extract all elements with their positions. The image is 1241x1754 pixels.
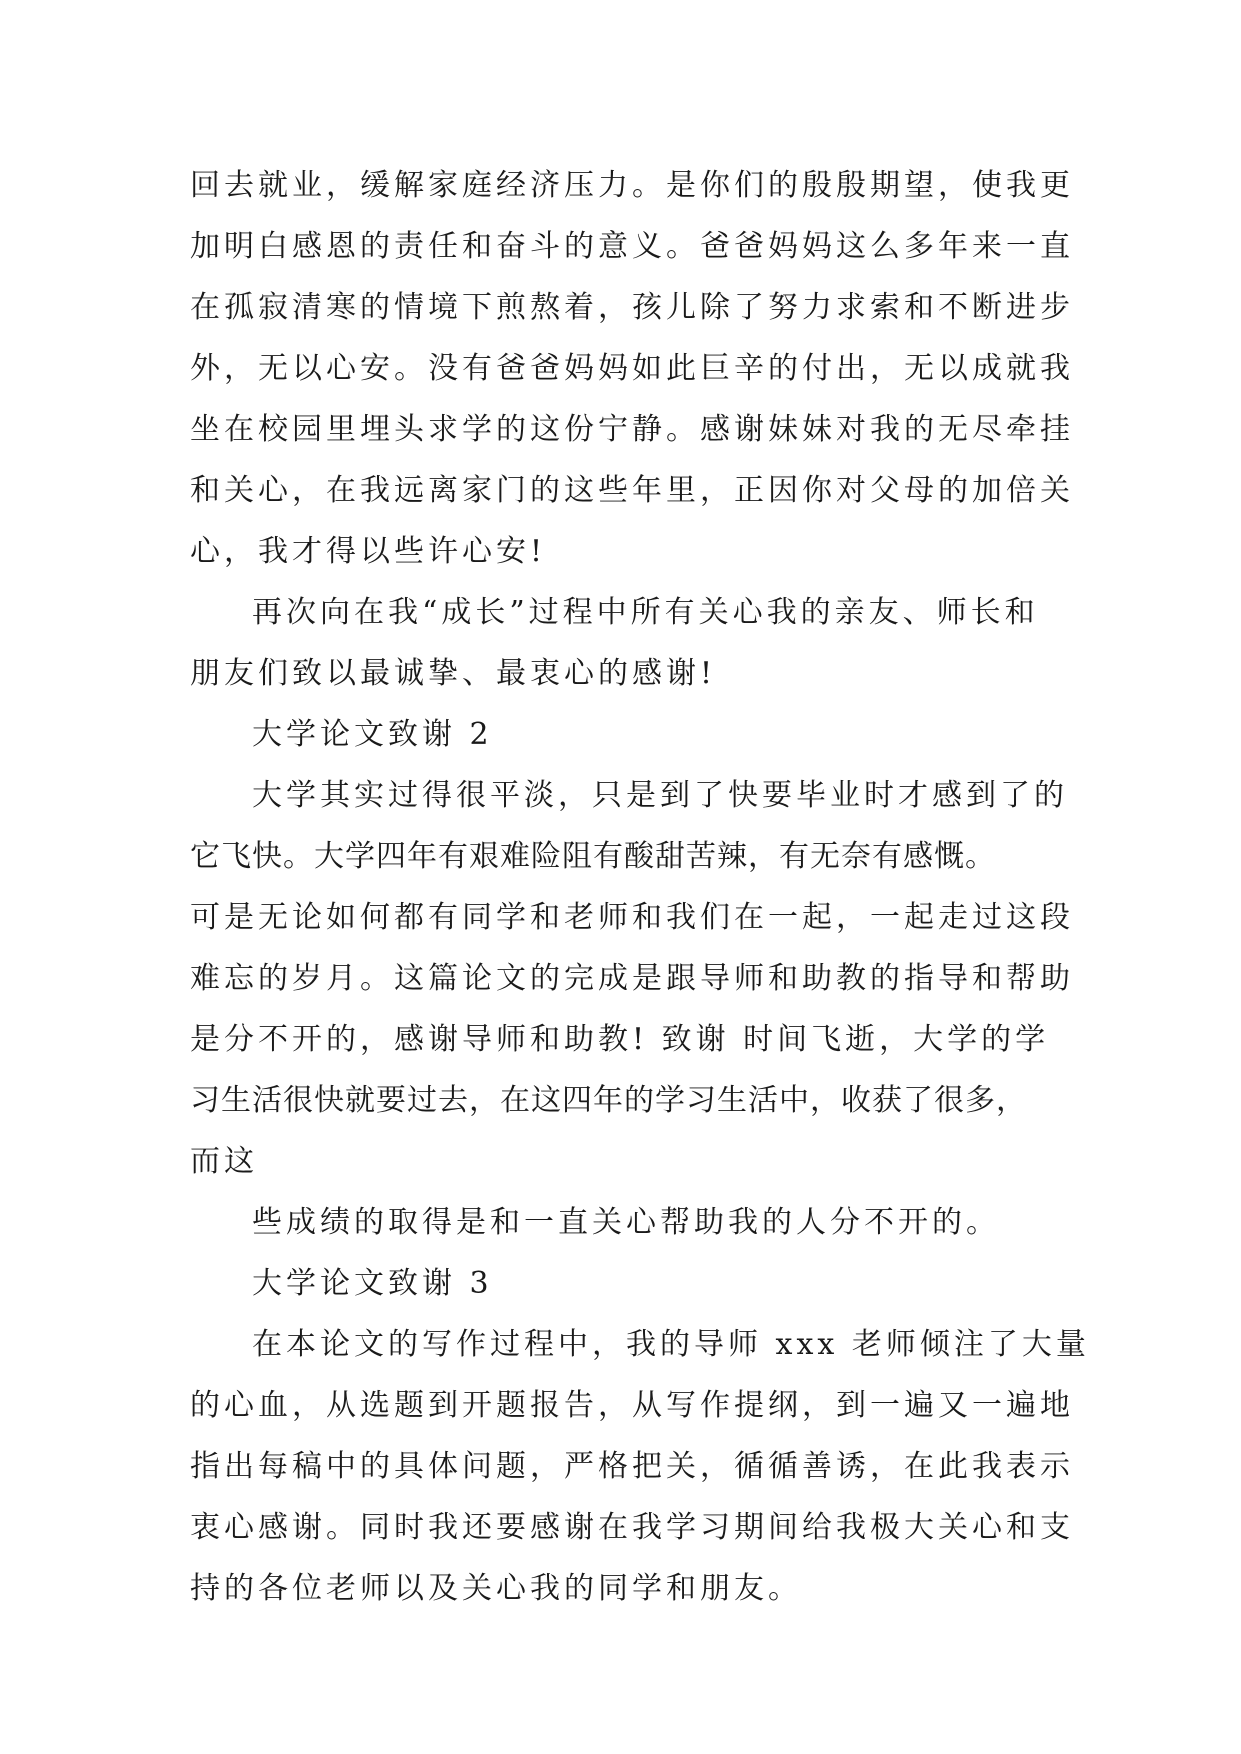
text-line: 回去就业，缓解家庭经济压力。是你们的殷殷期望，使我更 bbox=[190, 168, 1074, 203]
text-line: 在孤寂清寒的情境下煎熬着，孩儿除了努力求索和不断进步 bbox=[190, 290, 1074, 325]
text-line: 外，无以心安。没有爸爸妈妈如此巨辛的付出，无以成就我 bbox=[190, 351, 1074, 386]
text-line: 朋友们致以最诚挚、最衷心的感谢! bbox=[190, 656, 717, 691]
text-line: 心，我才得以些许心安! bbox=[190, 534, 547, 569]
paragraph-start-line: 些成绩的取得是和一直关心帮助我的人分不开的。 bbox=[252, 1205, 1000, 1240]
text-line: 可是无论如何都有同学和老师和我们在一起，一起走过这段 bbox=[190, 900, 1074, 935]
text-line: 的心血，从选题到开题报告，从写作提纲，到一遍又一遍地 bbox=[190, 1388, 1074, 1423]
section-heading: 大学论文致谢 3 bbox=[252, 1266, 493, 1301]
paragraph-start-line: 大学其实过得很平淡，只是到了快要毕业时才感到了的 bbox=[252, 778, 1068, 813]
text-line: 持的各位老师以及关心我的同学和朋友。 bbox=[190, 1571, 802, 1606]
text-line: 指出每稿中的具体问题，严格把关，循循善诱，在此我表示 bbox=[190, 1449, 1074, 1484]
text-line: 它飞快。大学四年有艰难险阻有酸甜苦辣，有无奈有感慨。 bbox=[190, 839, 996, 874]
text-line: 和关心，在我远离家门的这些年里，正因你对父母的加倍关 bbox=[190, 473, 1074, 508]
text-line: 衷心感谢。同时我还要感谢在我学习期间给我极大关心和支 bbox=[190, 1510, 1074, 1545]
paragraph-start-line: 在本论文的写作过程中，我的导师 xxx 老师倾注了大量 bbox=[252, 1327, 1090, 1362]
text-line: 难忘的岁月。这篇论文的完成是跟导师和助教的指导和帮助 bbox=[190, 961, 1074, 996]
text-line: 而这 bbox=[190, 1144, 258, 1179]
text-line: 加明白感恩的责任和奋斗的意义。爸爸妈妈这么多年来一直 bbox=[190, 229, 1074, 264]
text-line: 习生活很快就要过去，在这四年的学习生活中，收获了很多， bbox=[190, 1083, 1027, 1118]
paragraph-start-line: 再次向在我“成长”过程中所有关心我的亲友、师长和 bbox=[252, 595, 1039, 630]
section-heading: 大学论文致谢 2 bbox=[252, 717, 493, 752]
document-body bbox=[190, 155, 1090, 1619]
text-line: 是分不开的，感谢导师和助教! 致谢 时间飞逝，大学的学 bbox=[190, 1022, 1050, 1057]
text-line: 坐在校园里埋头求学的这份宁静。感谢妹妹对我的无尽牵挂 bbox=[190, 412, 1074, 447]
